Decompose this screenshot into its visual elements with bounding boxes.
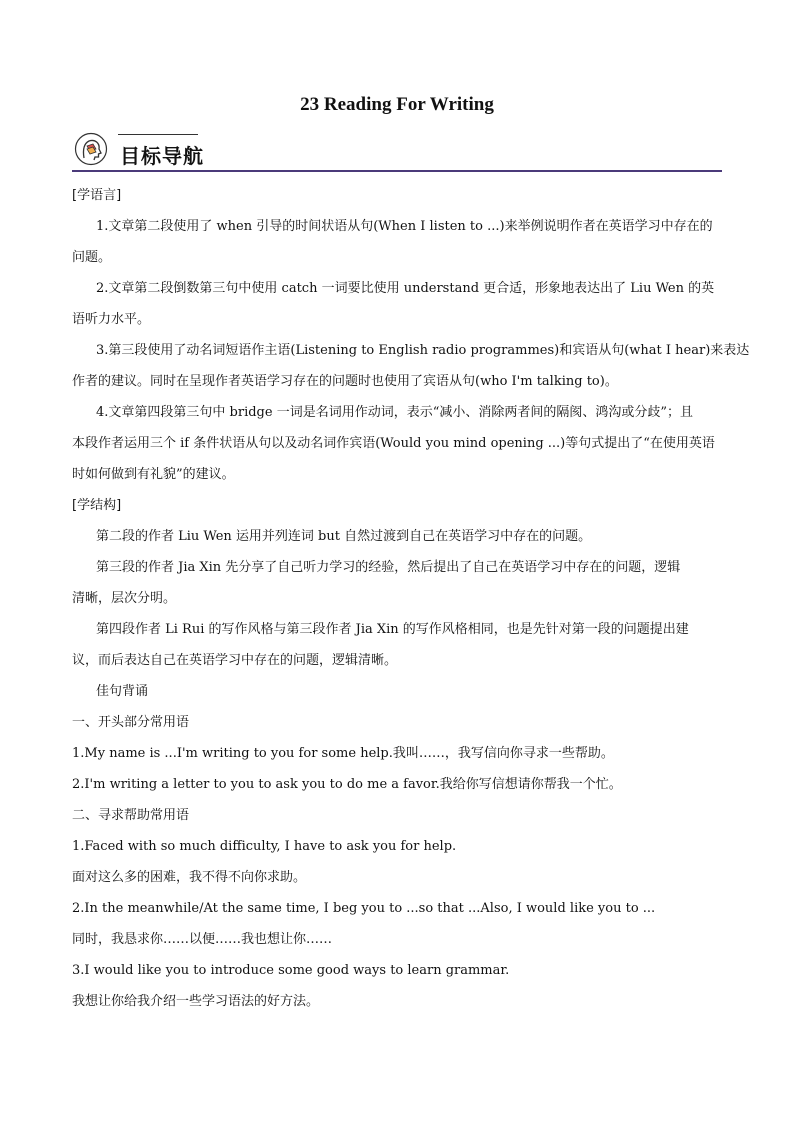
translation-line: 我想让你给我介绍一些学习语法的好方法。	[72, 994, 320, 1009]
translation-line: 同时，我恳求你……以便……我也想让你……	[72, 932, 333, 947]
sentence-line: 2.In the meanwhile/At the same time, I beg you to ...so that ...Also, I would like you to ...	[72, 901, 656, 916]
paragraph-line: 问题。	[72, 250, 112, 265]
paragraph-line: 3.第三段使用了动名词短语作主语(Listening to English radio programmes)和宾语从句(what I hear)来表达	[96, 343, 750, 358]
paragraph-line: 2.文章第二段倒数第三句中使用 catch 一词要比使用 understand 更合适，形象地表达出了 Liu Wen 的英	[96, 281, 715, 296]
paragraph-line: 1.文章第二段使用了 when 引导的时间状语从句(When I listen to ...)来举例说明作者在英语学习中存在的	[96, 219, 713, 234]
section-label-language: [学语言]	[72, 188, 122, 203]
subheading-recitation: 佳句背诵	[96, 684, 149, 699]
paragraph-line: 本段作者运用三个 if 条件状语从句以及动名词作宾语(Would you mind opening ...)等句式提出了“在使用英语	[72, 436, 715, 451]
document-body	[72, 186, 750, 1023]
document-title: 23 Reading For Writing	[300, 94, 494, 115]
sentence-line: 1.My name is ...I'm writing to you for some help.我叫……，我写信向你寻求一些帮助。	[72, 746, 614, 761]
sentence-line: 3.I would like you to introduce some good ways to learn grammar.	[72, 963, 510, 978]
section-label-structure: [学结构]	[72, 498, 122, 513]
heading-help-phrases: 二、寻求帮助常用语	[72, 808, 190, 823]
paragraph-line: 作者的建议。同时在呈现作者英语学习存在的问题时也使用了宾语从句(who I'm talking to)。	[72, 374, 618, 389]
paragraph-line: 议，而后表达自己在英语学习中存在的问题，逻辑清晰。	[72, 653, 398, 668]
paragraph-line: 第二段的作者 Liu Wen 运用并列连词 but 自然过渡到自己在英语学习中存在的问题。	[96, 529, 592, 544]
paragraph-line: 清晰，层次分明。	[72, 591, 177, 606]
paragraph-line: 4.文章第四段第三句中 bridge 一词是名词用作动词，表示“减小、消除两者间的隔阂、鸿沟或分歧”；且	[96, 405, 693, 420]
sentence-line: 1.Faced with so much difficulty, I have to ask you for help.	[72, 839, 457, 854]
paragraph-line: 第四段作者 Li Rui 的写作风格与第三段作者 Jia Xin 的写作风格相同，也是先针对第一段的问题提出建	[96, 622, 689, 637]
section-banner	[72, 128, 722, 174]
head-with-book-icon	[74, 132, 108, 166]
translation-line: 面对这么多的困难，我不得不向你求助。	[72, 870, 307, 885]
paragraph-line: 时如何做到有礼貌”的建议。	[72, 467, 235, 482]
heading-opening-phrases: 一、开头部分常用语	[72, 715, 190, 730]
banner-label: 目标导航	[120, 144, 204, 168]
paragraph-line: 第三段的作者 Jia Xin 先分享了自己听力学习的经验，然后提出了自己在英语学习中存在的问题，逻辑	[96, 560, 681, 575]
sentence-line: 2.I'm writing a letter to you to ask you to do me a favor.我给你写信想请你帮我一个忙。	[72, 777, 622, 792]
paragraph-line: 语听力水平。	[72, 312, 151, 327]
banner-top-rule	[118, 134, 198, 135]
banner-bottom-rule	[72, 170, 722, 172]
